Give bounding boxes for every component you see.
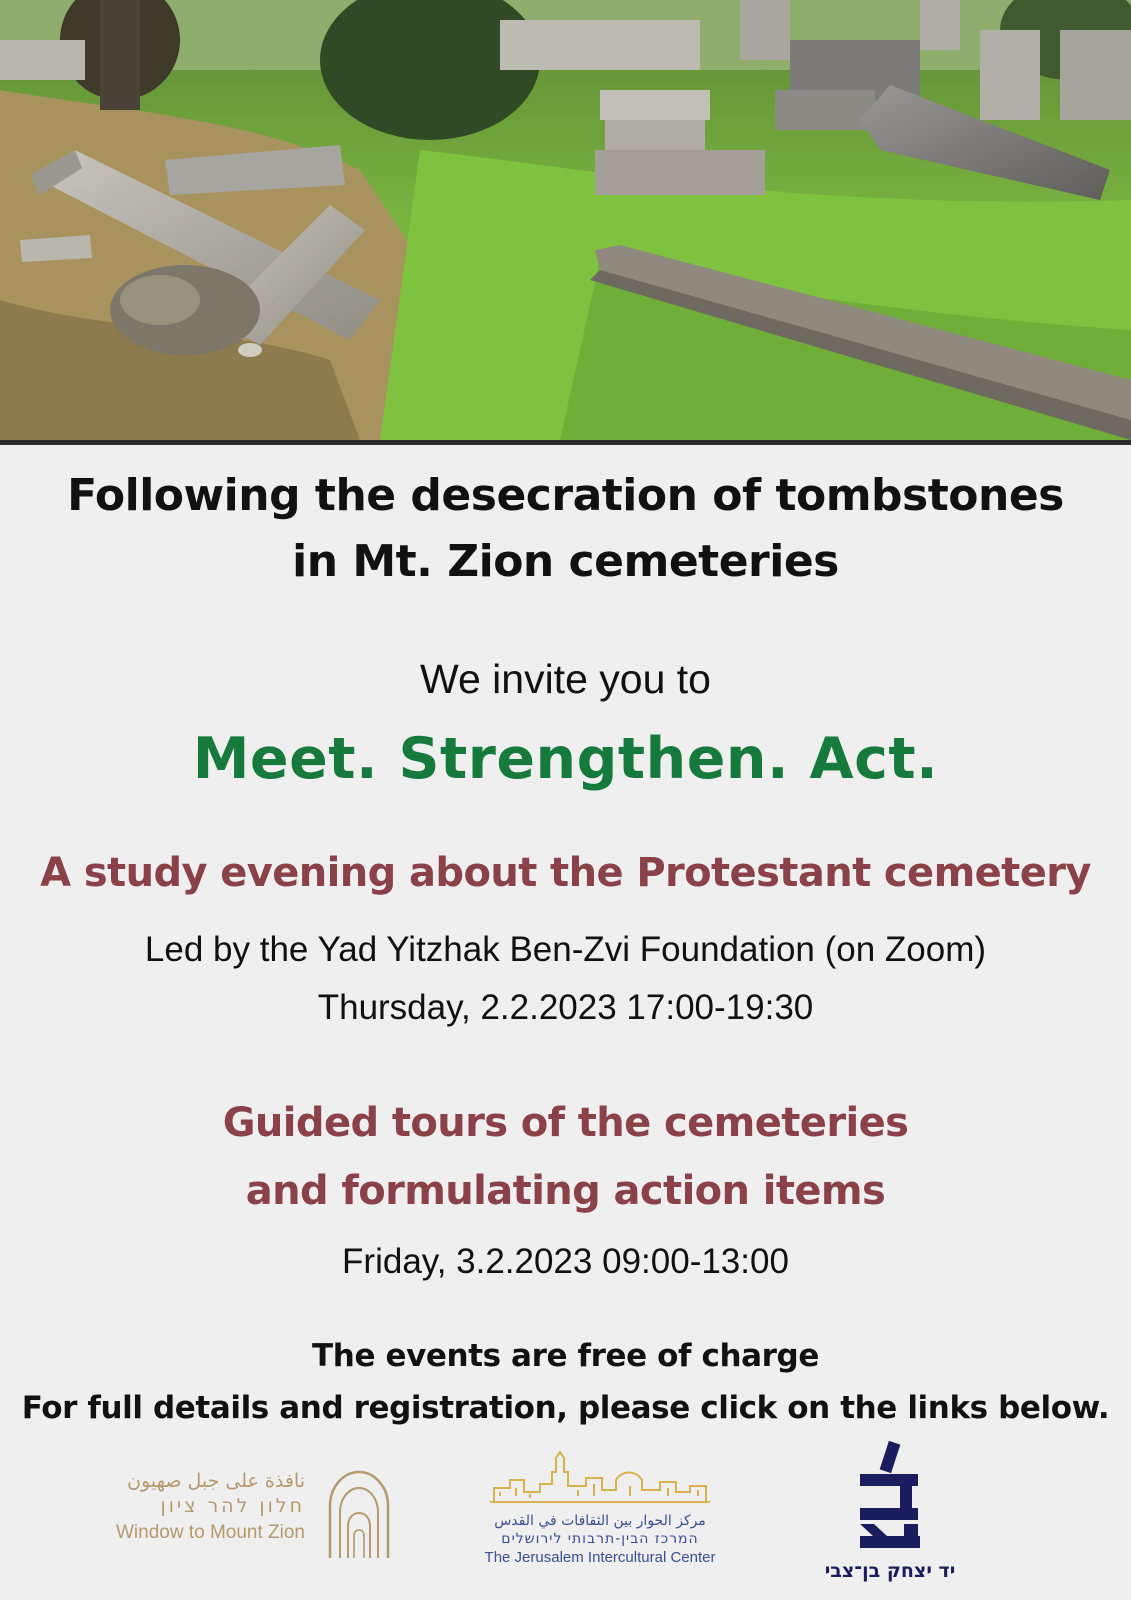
cemetery-photo — [0, 0, 1131, 440]
free-of-charge: The events are free of charge — [312, 1338, 819, 1374]
event2-title-line-1: Guided tours of the cemeteries — [222, 1100, 909, 1146]
invite-intro: We invite you to — [420, 656, 711, 702]
ben-zvi-monogram-icon — [850, 1440, 930, 1552]
event2-datetime: Friday, 3.2.2023 09:00-13:00 — [342, 1242, 789, 1281]
wmz-hebrew: חלון להר ציון — [160, 1495, 305, 1517]
event1-led-by: Led by the Yad Yitzhak Ben-Zvi Foundation (on Zoom) — [144, 930, 987, 969]
headline-line-1: Following the desecration of tombstones — [67, 470, 1064, 521]
headline-line-2: in Mt. Zion cemeteries — [292, 536, 839, 587]
jerusalem-skyline-icon — [490, 1450, 710, 1506]
jic-arabic: مركز الحوار بين الثقافات في القدس — [494, 1513, 706, 1529]
arch-window-icon — [324, 1468, 394, 1560]
yad-ben-zvi-logo[interactable] — [820, 1440, 960, 1600]
slogan: Meet. Strengthen. Act. — [192, 726, 939, 792]
event1-datetime: Thursday, 2.2.2023 17:00-19:30 — [317, 988, 814, 1027]
jerusalem-intercultural-center-logo[interactable] — [470, 1450, 730, 1580]
event1-title: A study evening about the Protestant cemetery — [40, 850, 1091, 896]
jic-english: The Jerusalem Intercultural Center — [484, 1549, 716, 1566]
photo-divider — [0, 440, 1131, 445]
jic-hebrew: המרכז הבין-תרבותי לירושלים — [501, 1531, 699, 1547]
registration-note: For full details and registration, please click on the links below. — [21, 1390, 1110, 1426]
event2-title-line-2: and formulating action items — [245, 1168, 886, 1214]
window-to-mount-zion-logo[interactable] — [100, 1468, 400, 1564]
wmz-arabic: نافذة على جبل صهيون — [127, 1470, 305, 1492]
wmz-english: Window to Mount Zion — [115, 1522, 305, 1543]
ybz-hebrew: יד יצחק בן־צבי — [824, 1560, 956, 1582]
